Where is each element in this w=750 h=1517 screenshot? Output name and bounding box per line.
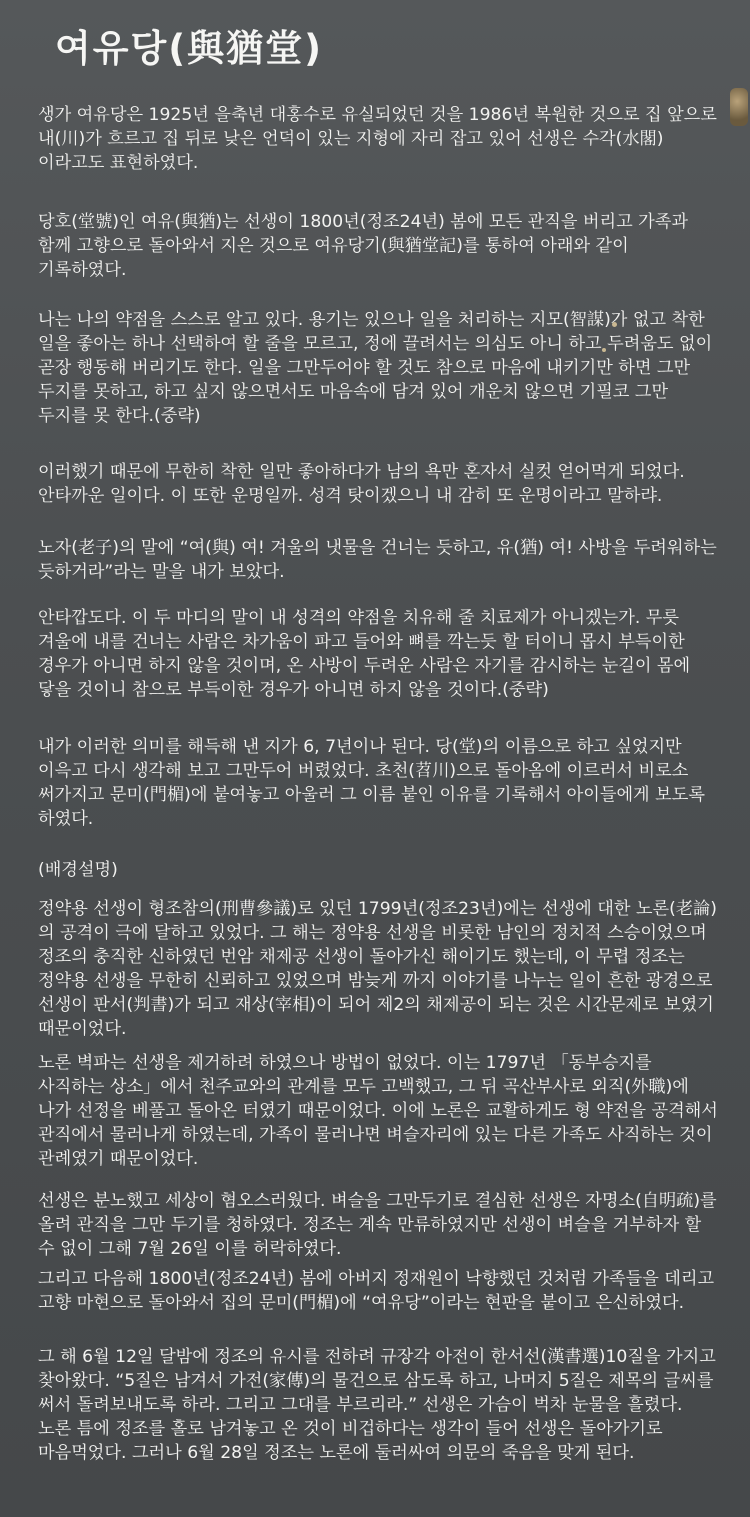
paragraph-background-1799: 정약용 선생이 형조참의(刑曹參議)로 있던 1799년(정조23년)에는 선생에 대한 노론(老論)의 공격이 극에 달하고 있었다. 그 해는 정약용 선생을 비롯한 남인의 정치적 스승이었으며 정조의 충직한 신하였던 번암 채제공 선생이 돌아가신 해이기도 했는데, 이 무렵 정조는 정약용 선생을 무한히 신뢰하고 있었으며 밤늦게 까지 이야기를 나누는 일이 흔한 광경으로 선생이 판서(判書)가 되고 재상(宰相)이 되어 제2의 채제공이 되는 것은 시간문제로 보였기 때문이었다. [38, 899, 717, 1039]
paragraph-background-death: 그 해 6월 12일 달밤에 정조의 유시를 전하려 규장각 아전이 한서선(漢書選)10질을 가지고 찾아왔다. “5질은 남겨서 가전(家傳)의 물건으로 삼도록 하고, 나머지 5질은 제목의 글씨를 써서 돌려보내도록 하라. 그리고 그대를 부르리라.” 선생은 가슴이 벅차 눈물을 흘렸다. 노론 틈에 정조를 홀로 남겨놓고 온 것이 비겁하다는 생각이 들어 선생은 돌아가기로 마음먹었다. 그러나 6월 28일 정조는 노론에 둘러싸여 의문의 죽음을 맞게 된다. [38, 1347, 716, 1463]
paragraph-house-name: 당호(堂號)인 여유(與猶)는 선생이 1800년(정조24년) 봄에 모든 관직을 버리고 가족과 함께 고향으로 돌아와서 지은 것으로 여유당기(與猶堂記)를 통하여 아래와 같이 기록하였다. [38, 212, 688, 280]
paragraph-background-return: 그리고 다음해 1800년(정조24년) 봄에 아버지 정재원이 낙향했던 것처럼 가족들을 데리고 고향 마현으로 돌아와서 집의 문미(門楣)에 “여유당”이라는 현판을 붙이고 은신하였다. [38, 1269, 715, 1313]
paragraph-quote-remedy: 안타깝도다. 이 두 마디의 말이 내 성격의 약점을 치유해 줄 치료제가 아니겠는가. 무릇 겨울에 내를 건너는 사람은 차가움이 파고 들어와 뼈를 깍는듯 할 터이니 몹시 부득이한 경우가 아니면 하지 않을 것이며, 온 사방이 두려운 사람은 자기를 감시하는 눈길이 몸에 닿을 것이니 참으로 부득이한 경우가 아니면 하지 않을 것이다.(중략) [38, 608, 691, 700]
page-title: 여유당(與猶堂) [55, 27, 324, 70]
paragraph-quote-fate: 이러했기 때문에 무한히 착한 일만 좋아하다가 남의 욕만 혼자서 실컷 얻어먹게 되었다. 안타까운 일이다. 이 또한 운명일까. 성격 탓이겠으니 내 감히 또 운명이라고 말하랴. [38, 462, 685, 506]
mounting-bolt [730, 88, 748, 126]
paragraph-quote-naming: 내가 이러한 의미를 해득해 낸 지가 6, 7년이나 된다. 당(堂)의 이름으로 하고 싶었지만 이윽고 다시 생각해 보고 그만두어 버렸었다. 초천(苕川)으로 돌아옴에 이르러서 비로소 써가지고 문미(門楣)에 붙여놓고 아울러 그 이름 붙인 이유를 기록해서 아이들에게 보도록 하였다. [38, 737, 705, 829]
paragraph-quote-laozi: 노자(老子)의 말에 “여(與) 여! 겨울의 냇물을 건너는 듯하고, 유(猶) 여! 사방을 두려워하는 듯하거라”라는 말을 내가 보았다. [38, 538, 717, 582]
paragraph-quote-weakness: 나는 나의 약점을 스스로 알고 있다. 용기는 있으나 일을 처리하는 지모(智謀)가 없고 착한 일을 좋아는 하나 선택하여 할 줄을 모르고, 정에 끌려서는 의심도 아니 하고 두려움도 없이 곧장 행동해 버리기도 한다. 일을 그만두어야 할 것도 참으로 마음에 내키기만 하면 그만 두지를 못하고, 하고 싶지 않으면서도 마음속에 담겨 있어 개운치 않으면 기필코 그만 두지를 못 한다.(중략) [38, 310, 713, 426]
paragraph-background-noron: 노론 벽파는 선생을 제거하려 하였으나 방법이 없었다. 이는 1797년 「동부승지를 사직하는 상소」에서 천주교와의 관계를 모두 고백했고, 그 뒤 곡산부사로 외직(外職)에 나가 선정을 베풀고 돌아온 터였기 때문이었다. 이에 노론은 교활하게도 형 약전을 공격해서 관직에서 물러나게 하였는데, 가족이 물러나면 벼슬자리에 있는 다른 가족도 사직하는 것이 관례였기 때문이었다. [38, 1053, 718, 1169]
paragraph-house-history: 생가 여유당은 1925년 을축년 대홍수로 유실되었던 것을 1986년 복원한 것으로 집 앞으로 내(川)가 흐르고 집 뒤로 낮은 언덕이 있는 지형에 자리 잡고 있어 선생은 수각(水閣)이라고도 표현하였다. [38, 105, 717, 173]
background-heading: (배경설명) [38, 860, 118, 880]
paragraph-background-resign: 선생은 분노했고 세상이 혐오스러웠다. 벼슬을 그만두기로 결심한 선생은 자명소(自明疏)를 올려 관직을 그만 두기를 청하였다. 정조는 계속 만류하였지만 선생이 벼슬을 거부하자 할 수 없이 그해 7월 26일 이를 허락하였다. [38, 1191, 717, 1259]
